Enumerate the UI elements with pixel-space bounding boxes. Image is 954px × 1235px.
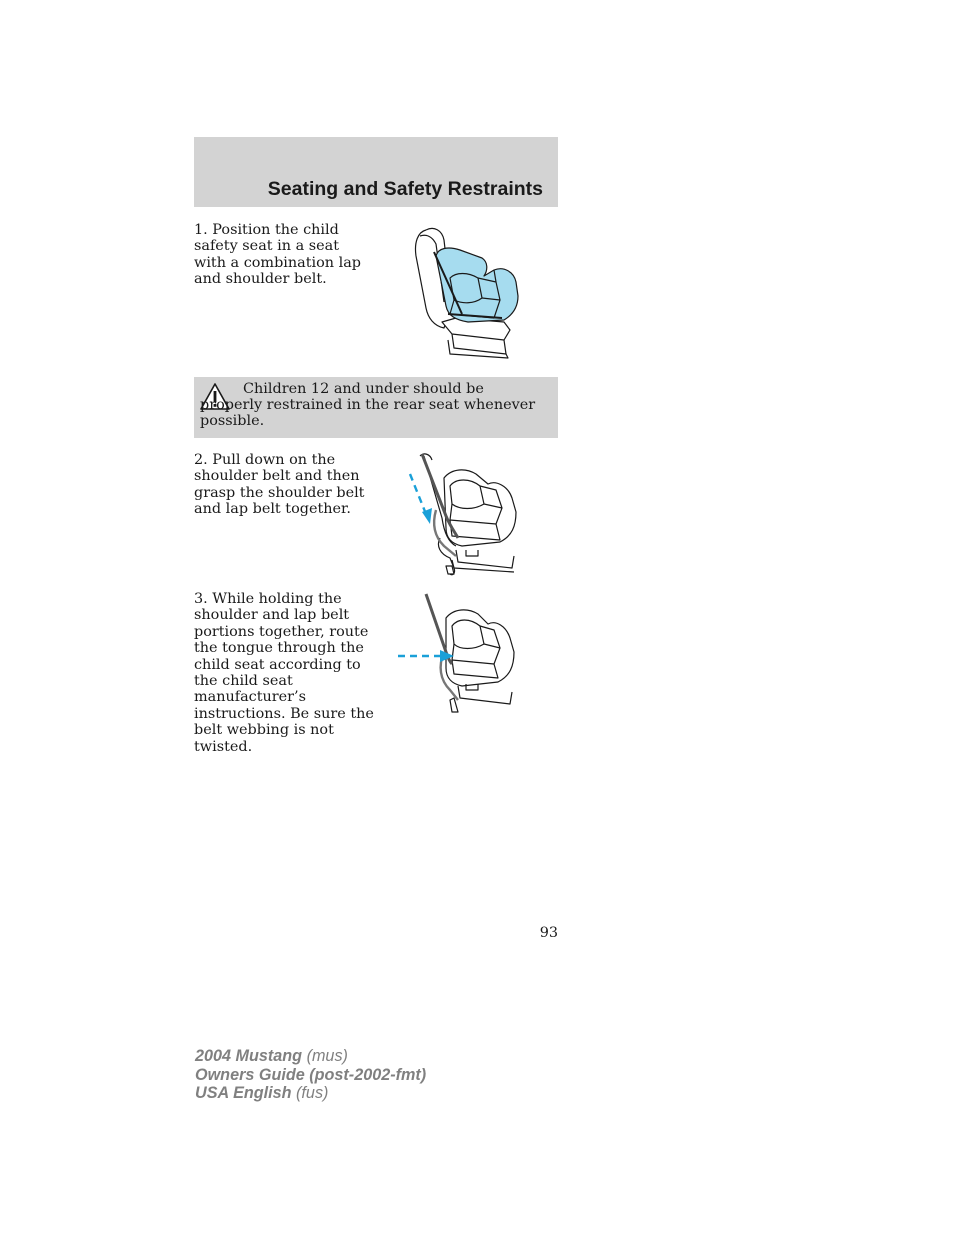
step-2-text: 2. Pull down on the shoulder belt and then grasp the shoulder belt and lap belt together.	[194, 452, 365, 518]
step-1-text: 1. Position the child safety seat in a seat with a combination lap and shoulder belt.	[194, 222, 362, 288]
section-title: Seating and Safety Restraints	[267, 178, 543, 200]
footer-line-1	[195, 1047, 426, 1066]
child-seat-illustration-1	[404, 222, 528, 362]
section-header-band	[194, 137, 558, 207]
footer-model: 2004 Mustang	[195, 1047, 303, 1065]
child-seat-illustration-3	[396, 590, 522, 718]
footer-language-code: (fus)	[296, 1084, 329, 1103]
warning-box	[194, 377, 558, 438]
footer-model-code: (mus)	[306, 1047, 348, 1065]
footer-document-info	[195, 1047, 426, 1103]
step-3-text: 3. While holding the shoulder and lap belt portions together, route the tongue through the child seat according to the child seat manufacturer’s instructions. Be sure the belt webbing is not twisted.	[194, 591, 374, 755]
page-number: 93	[539, 925, 558, 941]
footer-line-3	[195, 1084, 426, 1103]
footer-line-2	[195, 1066, 426, 1085]
child-seat-illustration-2	[396, 450, 526, 580]
footer-language: USA English	[195, 1084, 292, 1103]
footer-guide-name: Owners Guide (post-2002-fmt)	[195, 1065, 427, 1084]
warning-text: Children 12 and under should be properly restrained in the rear seat whenever possible.	[200, 381, 536, 430]
